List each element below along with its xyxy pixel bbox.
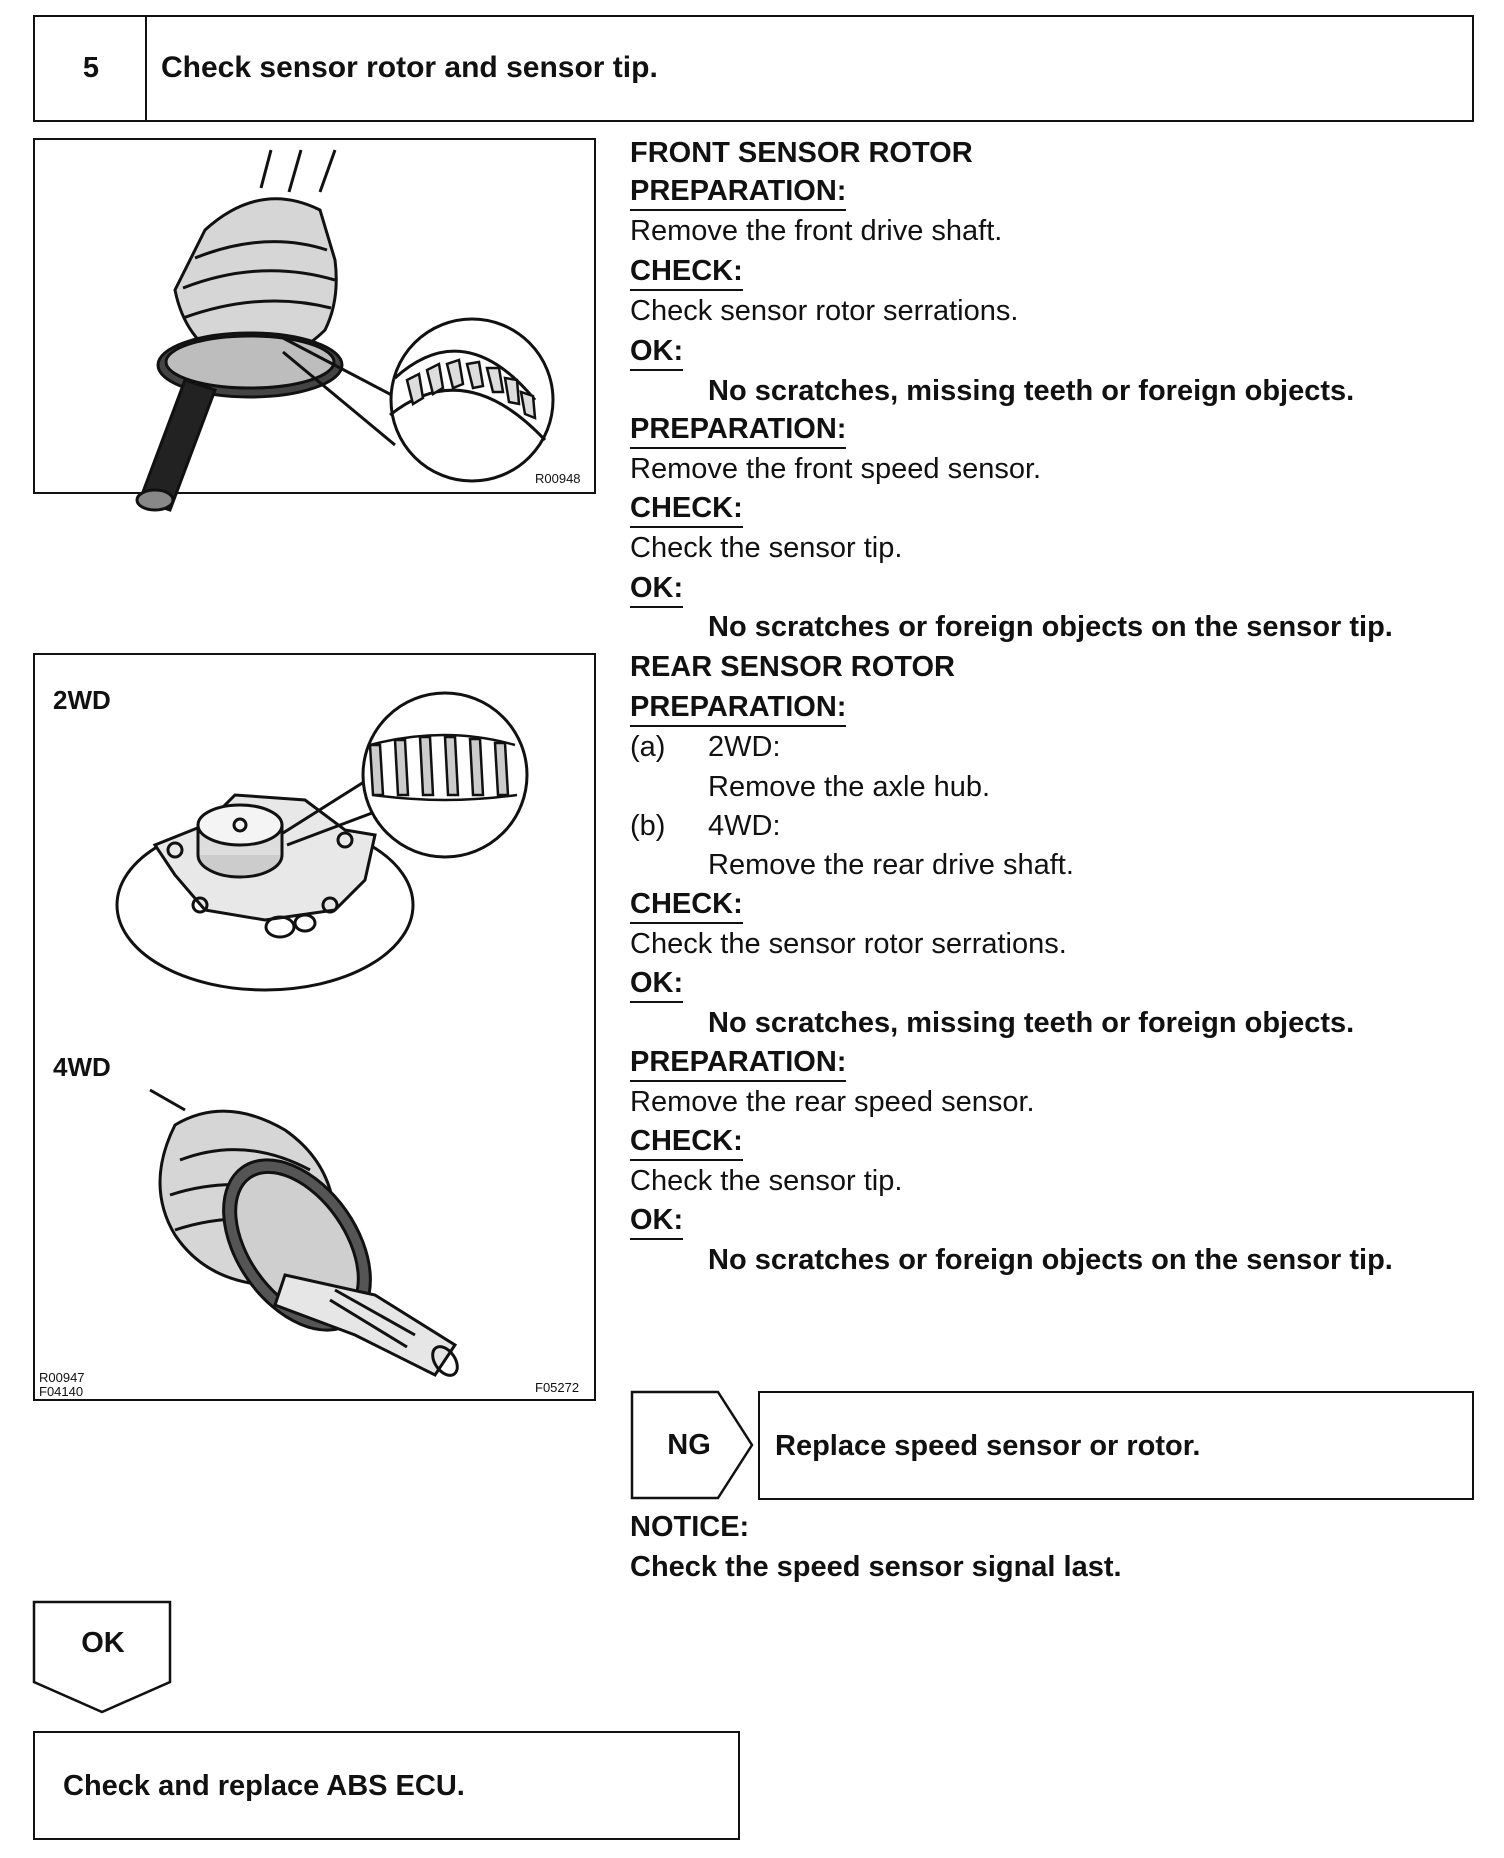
rear-item-b-label: 4WD: <box>708 810 781 842</box>
front-ok1-label: OK: <box>630 334 683 371</box>
step-header <box>33 15 1474 122</box>
ok-action-box <box>33 1731 740 1840</box>
rear-check1-label: CHECK: <box>630 887 743 924</box>
ok-arrow-box <box>32 1600 174 1720</box>
front-check2-label: CHECK: <box>630 491 743 528</box>
rear-item-a-text: Remove the axle hub. <box>708 771 991 803</box>
front-heading: FRONT SENSOR ROTOR <box>630 137 973 169</box>
front-prep2-label: PREPARATION: <box>630 412 846 449</box>
rear-check2-text: Check the sensor tip. <box>630 1165 903 1197</box>
front-prep1-label: PREPARATION: <box>630 174 846 211</box>
front-ok2-text: No scratches or foreign objects on the sensor tip. <box>708 611 1393 643</box>
axle-hub-illustration <box>35 705 595 1005</box>
front-check1-label: CHECK: <box>630 254 743 291</box>
front-drive-shaft-illustration <box>35 140 595 492</box>
rear-item-b-text: Remove the rear drive shaft. <box>708 849 1074 881</box>
rear-item-a-marker: (a) <box>630 731 666 763</box>
rear-drive-shaft-illustration <box>35 1085 595 1385</box>
front-ok1-text: No scratches, missing teeth or foreign objects. <box>708 375 1355 407</box>
figure-code-left-2: F04140 <box>39 1384 84 1399</box>
notice-text: Check the speed sensor signal last. <box>630 1551 1122 1583</box>
front-check1-text: Check sensor rotor serrations. <box>630 295 1019 327</box>
notice-label: NOTICE: <box>630 1511 750 1543</box>
rear-sensor-rotor-figure <box>33 653 596 1401</box>
front-prep2-text: Remove the front speed sensor. <box>630 453 1042 485</box>
figure-code-left-1: R00947 <box>39 1370 85 1385</box>
front-ok2-label: OK: <box>630 571 683 608</box>
rear-prep2-label: PREPARATION: <box>630 1045 846 1082</box>
ok-label: OK <box>81 1627 125 1659</box>
step-title: Check sensor rotor and sensor tip. <box>161 51 658 84</box>
rear-prep1-label: PREPARATION: <box>630 690 846 727</box>
rear-check2-label: CHECK: <box>630 1124 743 1161</box>
label-4wd: 4WD <box>53 1052 111 1082</box>
rear-ok2-label: OK: <box>630 1203 683 1240</box>
rear-prep2-text: Remove the rear speed sensor. <box>630 1086 1035 1118</box>
ng-action-text: Replace speed sensor or rotor. <box>775 1430 1201 1462</box>
step-number: 5 <box>82 52 100 84</box>
rear-item-a-label: 2WD: <box>708 731 781 763</box>
front-drive-shaft-figure <box>33 138 596 494</box>
rear-ok1-text: No scratches, missing teeth or foreign objects. <box>708 1007 1355 1039</box>
rear-heading: REAR SENSOR ROTOR <box>630 651 955 683</box>
figure-code-right: F05272 <box>535 1380 580 1395</box>
label-2wd: 2WD <box>53 685 111 715</box>
rear-check1-text: Check the sensor rotor serrations. <box>630 928 1067 960</box>
ng-label: NG <box>667 1429 711 1461</box>
ng-action-box <box>758 1391 1474 1500</box>
figure-code: R00948 <box>535 471 581 486</box>
front-check2-text: Check the sensor tip. <box>630 532 903 564</box>
ok-action-text: Check and replace ABS ECU. <box>63 1770 465 1802</box>
rear-item-b-marker: (b) <box>630 810 666 842</box>
rear-ok2-text: No scratches or foreign objects on the sensor tip. <box>708 1244 1393 1276</box>
rear-ok1-label: OK: <box>630 966 683 1003</box>
front-prep1-text: Remove the front drive shaft. <box>630 215 1003 247</box>
